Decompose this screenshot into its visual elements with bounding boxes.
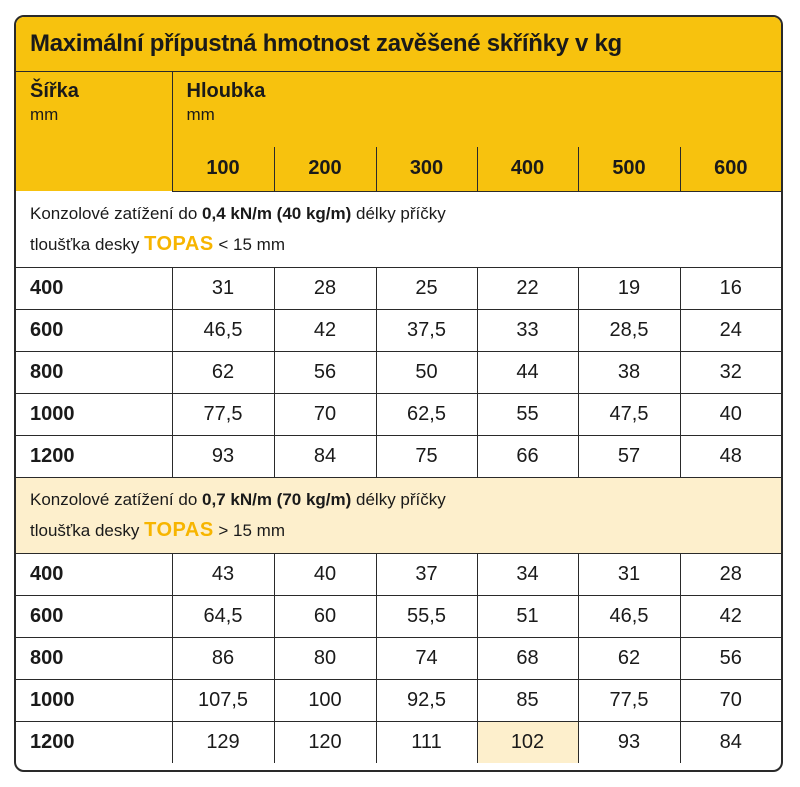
table-cell: 28,5 (578, 309, 680, 351)
table-cell: 25 (376, 267, 477, 309)
table-title: Maximální přípustná hmotnost zavěšené skříňky v kg (16, 17, 781, 71)
table-cell: 48 (680, 435, 781, 477)
brand-name: TOPAS (144, 518, 214, 541)
table-cell: 92,5 (376, 679, 477, 721)
table-cell: 46,5 (578, 595, 680, 637)
section-line-load (30, 485, 781, 515)
load-prefix: Konzolové zatížení do (30, 203, 203, 223)
row-width-label: 1200 (16, 435, 172, 477)
load-value: 0,7 kN/m (70 kg/m) (202, 489, 352, 509)
table-cell: 40 (274, 553, 376, 595)
table-cell: 75 (376, 435, 477, 477)
table-cell: 55 (477, 393, 578, 435)
row-width-label: 600 (16, 595, 172, 637)
table-cell: 77,5 (578, 679, 680, 721)
table-row (16, 721, 781, 763)
column-header-200: 200 (274, 147, 376, 191)
table-cell: 51 (477, 595, 578, 637)
table-cell: 55,5 (376, 595, 477, 637)
load-suffix: délky příčky (351, 203, 446, 223)
table-cell: 56 (680, 637, 781, 679)
table-cell: 129 (172, 721, 274, 763)
table-cell: 38 (578, 351, 680, 393)
table-row (16, 309, 781, 351)
table-cell: 84 (274, 435, 376, 477)
table-row (16, 679, 781, 721)
load-value: 0,4 kN/m (40 kg/m) (202, 203, 352, 223)
row-width-label: 1000 (16, 679, 172, 721)
section-line-thickness (30, 229, 781, 260)
thickness-condition: > 15 mm (213, 520, 286, 540)
table-cell: 16 (680, 267, 781, 309)
width-label: Šířka (30, 79, 79, 102)
depth-label: Hloubka (186, 79, 266, 102)
table-cell: 31 (578, 553, 680, 595)
table-cell: 66 (477, 435, 578, 477)
column-header-500: 500 (578, 147, 680, 191)
table-cell: 40 (680, 393, 781, 435)
table-cell: 100 (274, 679, 376, 721)
table-cell: 120 (274, 721, 376, 763)
table-cell: 80 (274, 637, 376, 679)
section-description (16, 477, 781, 553)
row-width-label: 1200 (16, 721, 172, 763)
table-cell: 43 (172, 553, 274, 595)
table-cell: 37 (376, 553, 477, 595)
table-cell: 37,5 (376, 309, 477, 351)
column-header-100: 100 (172, 147, 274, 191)
depth-header (172, 71, 781, 147)
table-cell: 56 (274, 351, 376, 393)
load-suffix: délky příčky (351, 489, 446, 509)
table-cell: 85 (477, 679, 578, 721)
table-row (16, 435, 781, 477)
table-cell: 86 (172, 637, 274, 679)
table-cell: 102 (477, 721, 578, 763)
width-unit: mm (30, 104, 59, 124)
depth-unit: mm (186, 104, 215, 124)
table-cell: 57 (578, 435, 680, 477)
table-cell: 107,5 (172, 679, 274, 721)
load-prefix: Konzolové zatížení do (30, 489, 203, 509)
load-table (16, 17, 781, 763)
thickness-prefix: tloušťka desky (30, 520, 145, 540)
table-cell: 24 (680, 309, 781, 351)
table-cell: 111 (376, 721, 477, 763)
table-row (16, 595, 781, 637)
load-table-frame (14, 15, 783, 772)
column-header-300: 300 (376, 147, 477, 191)
table-cell: 68 (477, 637, 578, 679)
table-row (16, 393, 781, 435)
table-cell: 77,5 (172, 393, 274, 435)
table-cell: 60 (274, 595, 376, 637)
section-line-load (30, 199, 781, 229)
table-cell: 34 (477, 553, 578, 595)
table-cell: 47,5 (578, 393, 680, 435)
section-line-thickness (30, 515, 781, 546)
brand-name: TOPAS (144, 232, 214, 255)
table-cell: 62,5 (376, 393, 477, 435)
row-width-label: 1000 (16, 393, 172, 435)
table-cell: 74 (376, 637, 477, 679)
table-row (16, 553, 781, 595)
table-row (16, 637, 781, 679)
table-cell: 28 (680, 553, 781, 595)
table-cell: 31 (172, 267, 274, 309)
table-cell: 62 (578, 637, 680, 679)
row-width-label: 600 (16, 309, 172, 351)
table-cell: 42 (680, 595, 781, 637)
table-row (16, 351, 781, 393)
table-cell: 46,5 (172, 309, 274, 351)
table-cell: 19 (578, 267, 680, 309)
table-cell: 70 (680, 679, 781, 721)
row-width-label: 800 (16, 351, 172, 393)
table-cell: 44 (477, 351, 578, 393)
width-header (16, 71, 172, 191)
table-cell: 64,5 (172, 595, 274, 637)
thickness-condition: < 15 mm (213, 234, 286, 254)
table-cell: 42 (274, 309, 376, 351)
column-header-600: 600 (680, 147, 781, 191)
table-cell: 33 (477, 309, 578, 351)
table-cell: 93 (578, 721, 680, 763)
table-cell: 93 (172, 435, 274, 477)
table-cell: 62 (172, 351, 274, 393)
table-cell: 70 (274, 393, 376, 435)
row-width-label: 800 (16, 637, 172, 679)
column-header-400: 400 (477, 147, 578, 191)
section-description (16, 191, 781, 267)
row-width-label: 400 (16, 267, 172, 309)
table-row (16, 267, 781, 309)
table-cell: 84 (719, 730, 742, 753)
row-width-label: 400 (16, 553, 172, 595)
table-cell: 32 (680, 351, 781, 393)
thickness-prefix: tloušťka desky (30, 234, 145, 254)
table-cell: 50 (376, 351, 477, 393)
table-cell: 22 (477, 267, 578, 309)
table-cell: 28 (274, 267, 376, 309)
